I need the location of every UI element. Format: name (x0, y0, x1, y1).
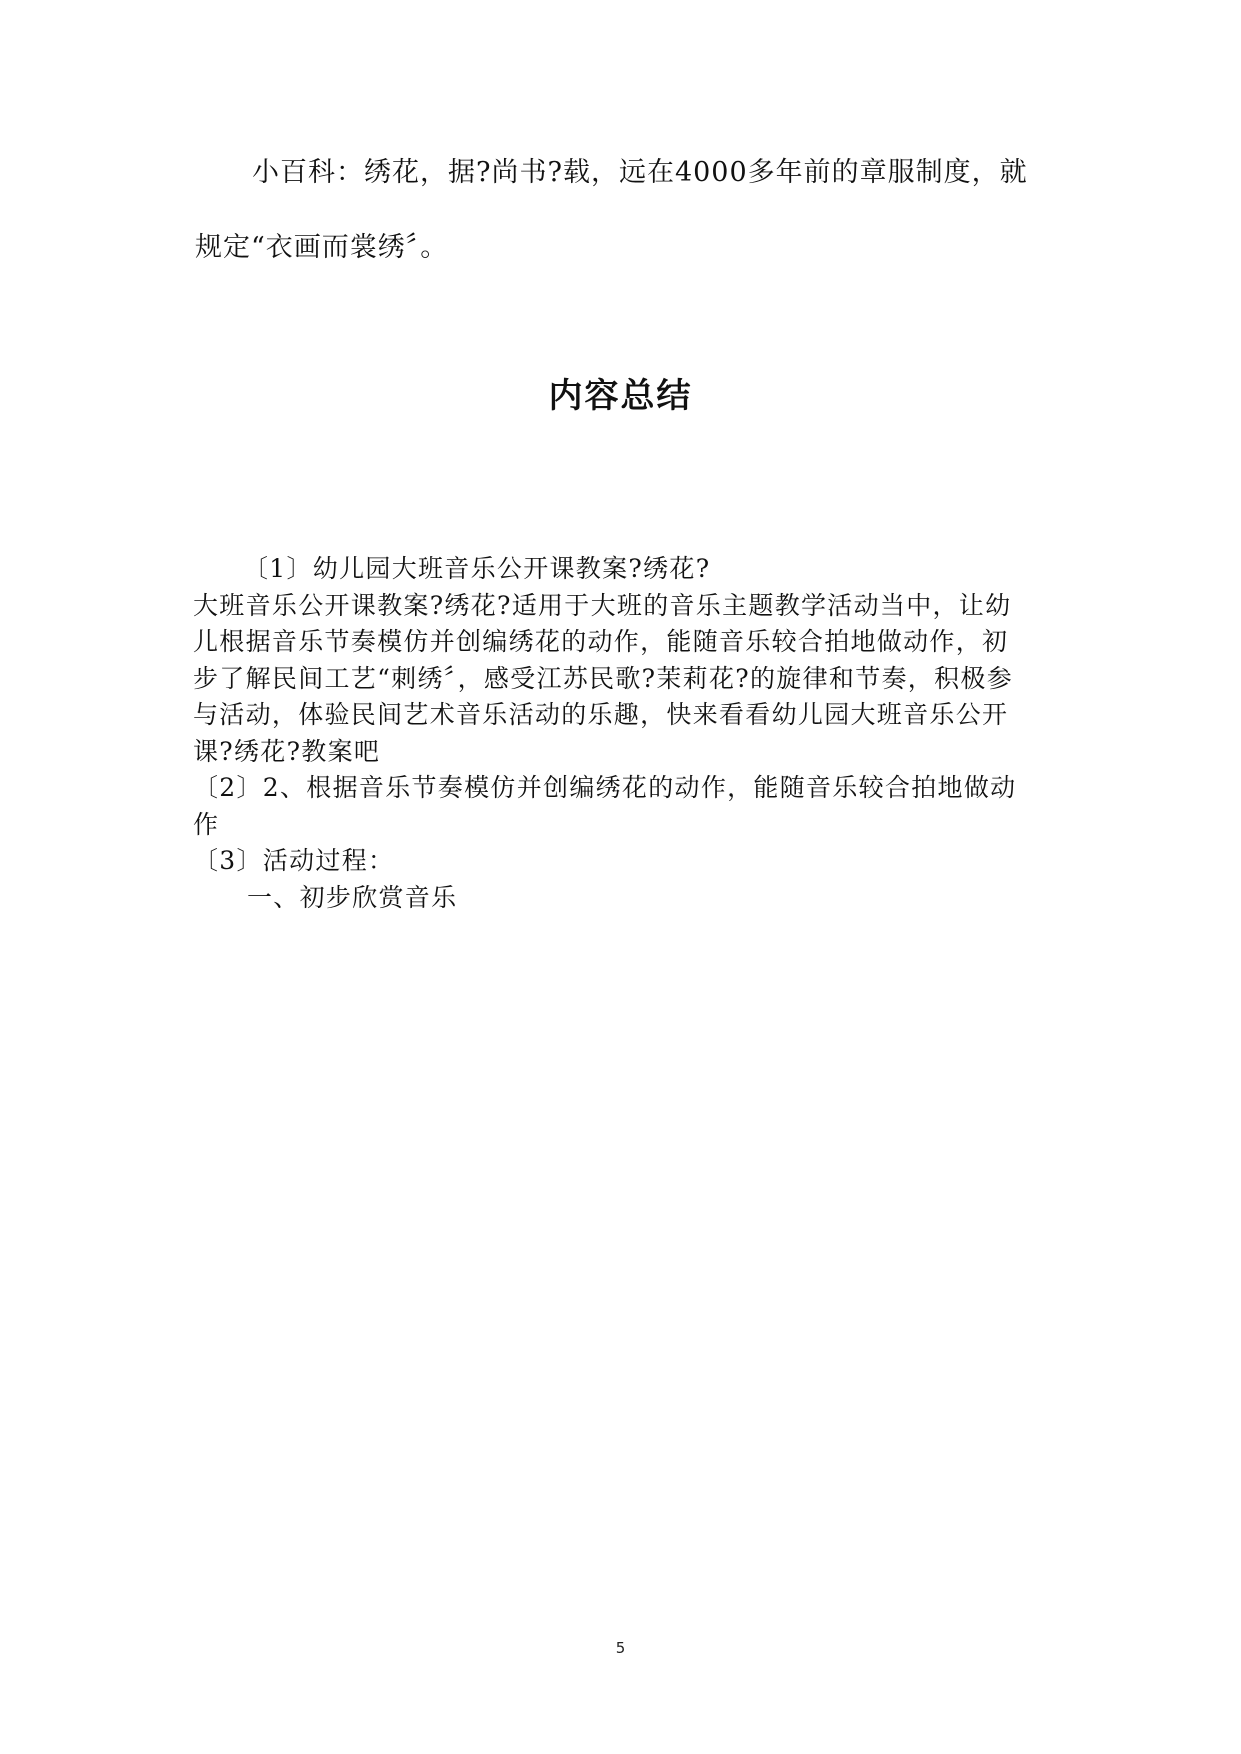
summary-line: 〔2〕2、根据音乐节奏模仿并创编绣花的动作，能随音乐较合拍地做动 (193, 773, 1017, 802)
summary-line: 〔1〕幼儿园大班音乐公开课教案?绣花? (243, 554, 711, 583)
intro-paragraph-line-2: 规定“衣画而裳绣〞。 (195, 232, 449, 263)
summary-line: 〔3〕活动过程： (193, 846, 395, 875)
summary-line: 儿根据音乐节奏模仿并创编绣花的动作，能随音乐较合拍地做动作，初 (193, 627, 1009, 656)
summary-line: 与活动，体验民间艺术音乐活动的乐趣，快来看看幼儿园大班音乐公开 (193, 700, 1009, 729)
summary-line: 作 (193, 809, 220, 839)
summary-line: 大班音乐公开课教案?绣花?适用于大班的音乐主题教学活动当中，让幼 (193, 590, 1012, 620)
page-number: 5 (615, 1639, 626, 1657)
summary-line: 步了解民间工艺“刺绣〞，感受江苏民歌?茉莉花?的旋律和节奏，积极参 (193, 663, 1013, 693)
summary-content (193, 551, 1053, 916)
summary-line: 一、初步欣赏音乐 (247, 882, 458, 912)
section-heading: 内容总结 (548, 376, 693, 416)
intro-paragraph-line-1: 小百科：绣花，据?尚书?载，远在4000多年前的章服制度，就 (252, 157, 1028, 188)
summary-line: 课?绣花?教案吧 (193, 736, 381, 766)
